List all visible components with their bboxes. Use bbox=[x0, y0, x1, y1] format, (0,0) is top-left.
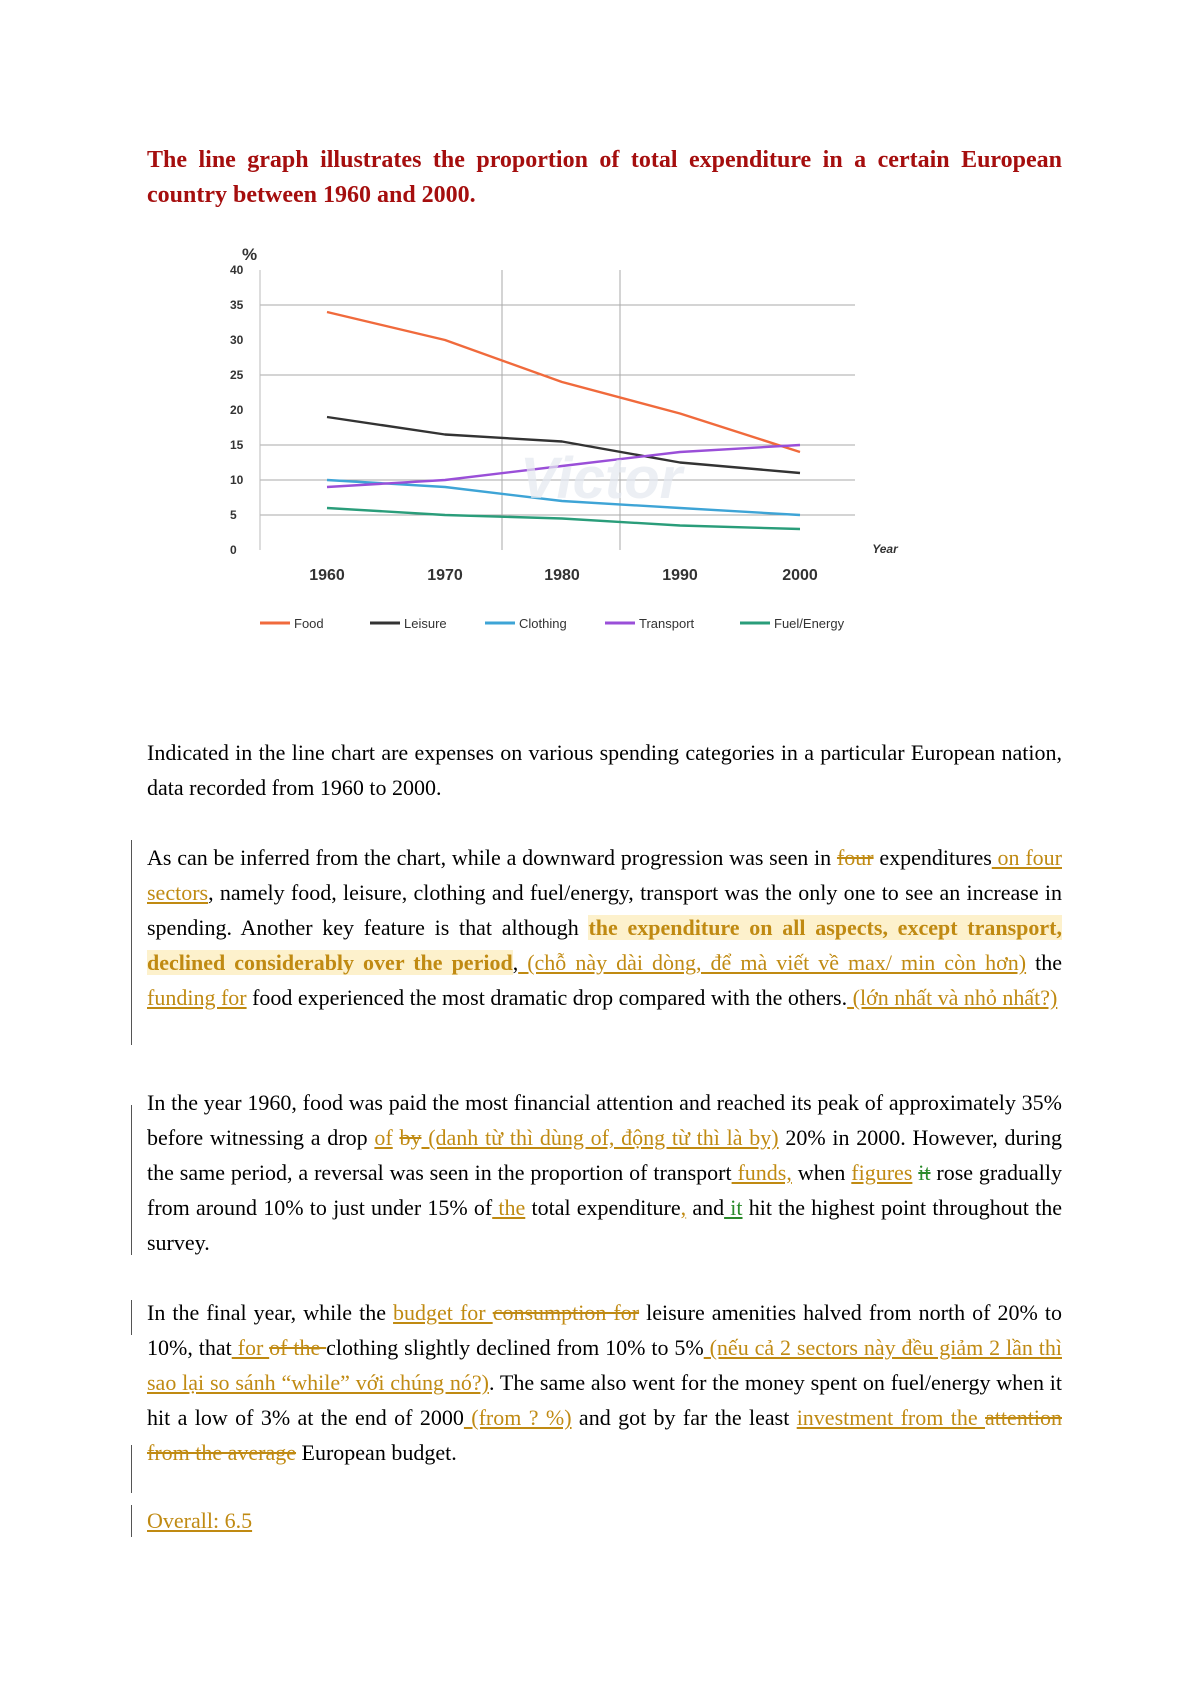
legend-label: Transport bbox=[639, 616, 695, 631]
review-comment: (chỗ này dài dòng, để mà viết về max/ min còn hơn) bbox=[518, 950, 1027, 975]
series-line-food bbox=[327, 312, 800, 452]
watermark: Victor bbox=[520, 446, 683, 511]
deleted-text: it bbox=[918, 1160, 931, 1185]
x-tick-label: 1970 bbox=[427, 567, 463, 584]
intro-text: Indicated in the line chart are expenses on various spending categories in a particular European nation, data recorded from 1960 to 2000. bbox=[147, 740, 1062, 800]
deleted-text: four bbox=[836, 845, 874, 870]
revision-bar bbox=[131, 1445, 132, 1493]
text: expenditures bbox=[873, 845, 992, 870]
review-comment: (nếu cả 2 sectors này đều giảm 2 lần thì sao lại so sánh “while” với chúng nó?) bbox=[147, 1335, 1062, 1395]
y-tick-label: 15 bbox=[230, 438, 244, 452]
text: . The same also went for the money spent on fuel/energy when it hit a low of 3% at the end of 2000 bbox=[147, 1370, 1062, 1430]
deleted-text: by bbox=[399, 1125, 422, 1150]
inserted-text: figures bbox=[851, 1160, 913, 1185]
review-comment: (from ? %) bbox=[463, 1405, 572, 1430]
legend-label: Food bbox=[294, 616, 324, 631]
highlighted-text: the expenditure on all aspects, except transport, declined considerably over the period bbox=[147, 915, 1062, 975]
inserted-text: funding for bbox=[147, 985, 247, 1010]
deleted-text: of the bbox=[269, 1335, 327, 1360]
y-tick-label: 30 bbox=[230, 333, 244, 347]
y-tick-label: 20 bbox=[230, 403, 244, 417]
inserted-text: , bbox=[680, 1195, 687, 1220]
x-tick-label: 1990 bbox=[662, 567, 698, 584]
inserted-text: funds, bbox=[731, 1160, 792, 1185]
y-tick-label: 5 bbox=[230, 508, 237, 522]
y-tick-label: 0 bbox=[230, 543, 237, 557]
text: clothing slightly declined from 10% to 5% bbox=[326, 1335, 704, 1360]
text: In the year 1960, food was paid the most financial attention and reached its peak of approximately 35% before witnessing a drop bbox=[147, 1090, 1062, 1150]
y-tick-label: 40 bbox=[230, 263, 244, 277]
text: food experienced the most dramatic drop compared with the others. bbox=[246, 985, 848, 1010]
inserted-text: for bbox=[231, 1335, 270, 1360]
text: leisure amenities halved from north of 20% to 10%, that bbox=[147, 1300, 1063, 1360]
text: European budget. bbox=[296, 1440, 457, 1465]
chart-axes bbox=[230, 245, 899, 584]
text: hit the highest point throughout the survey. bbox=[147, 1195, 1062, 1255]
inserted-text: of bbox=[374, 1125, 393, 1150]
page-title: The line graph illustrates the proportion of total expenditure in a certain European country between 1960 and 2000. bbox=[147, 147, 1062, 208]
intro-paragraph bbox=[147, 735, 1062, 805]
x-tick-label: 2000 bbox=[782, 567, 818, 584]
chart-legend bbox=[260, 616, 845, 631]
y-tick-label: 35 bbox=[230, 298, 244, 312]
y-tick-label: 25 bbox=[230, 368, 244, 382]
review-comment: (danh từ thì dùng of, động từ thì là by) bbox=[421, 1125, 779, 1150]
body-paragraph-1 bbox=[147, 1085, 1062, 1260]
x-axis-label: Year bbox=[872, 542, 898, 556]
y-tick-label: 10 bbox=[230, 473, 244, 487]
x-tick-label: 1980 bbox=[544, 567, 580, 584]
text: As can be inferred from the chart, while a downward progression was seen in bbox=[147, 845, 837, 870]
y-axis-label: % bbox=[242, 245, 258, 264]
inserted-text: on four sectors bbox=[147, 845, 1062, 905]
text: 20% in 2000. However, during the same period, a reversal was seen in the proportion of transport bbox=[147, 1125, 1062, 1185]
text: , namely food, leisure, clothing and fuel/energy, transport was the only one to see an increase in spending. Another key feature is that although bbox=[147, 880, 1062, 940]
text: and got by far the least bbox=[571, 1405, 797, 1430]
deleted-text: attention from the average bbox=[147, 1405, 1062, 1465]
overall-score-text: Overall: 6.5 bbox=[147, 1508, 253, 1533]
text: and bbox=[686, 1195, 725, 1220]
text: rose gradually from around 10% to just under 15% of bbox=[147, 1160, 1063, 1220]
overview-paragraph bbox=[147, 840, 1062, 1015]
revision-bar bbox=[131, 1105, 132, 1255]
body-paragraph-2 bbox=[147, 1295, 1062, 1470]
review-comment: (lớn nhất và nhỏ nhất?) bbox=[847, 985, 1058, 1010]
legend-label: Leisure bbox=[404, 616, 447, 631]
deleted-text: consumption for bbox=[492, 1300, 640, 1325]
legend-label: Fuel/Energy bbox=[774, 616, 845, 631]
text: , bbox=[512, 950, 519, 975]
revision-bar bbox=[131, 1300, 132, 1335]
inserted-text: it bbox=[724, 1195, 743, 1220]
text: the bbox=[1026, 950, 1062, 975]
revision-bar bbox=[131, 1505, 132, 1537]
inserted-text: budget for bbox=[393, 1300, 493, 1325]
text: total expenditure bbox=[525, 1195, 681, 1220]
text: In the final year, while the bbox=[147, 1300, 394, 1325]
x-tick-label: 1960 bbox=[309, 567, 345, 584]
legend-label: Clothing bbox=[519, 616, 567, 631]
inserted-text: the bbox=[492, 1195, 526, 1220]
overall-score bbox=[147, 1503, 1062, 1538]
inserted-text: investment from the bbox=[796, 1405, 986, 1430]
revision-bar bbox=[131, 840, 132, 1045]
text: when bbox=[791, 1160, 852, 1185]
